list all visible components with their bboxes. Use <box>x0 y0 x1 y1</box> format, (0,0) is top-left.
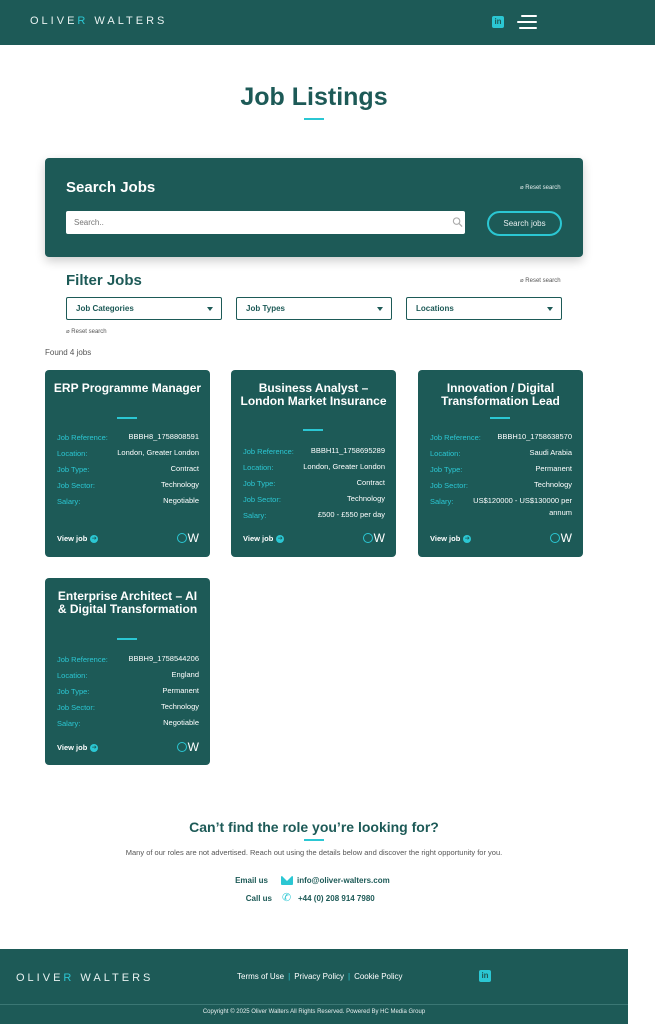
job-salary-label: Salary: <box>243 511 267 520</box>
job-sector-value: Technology <box>161 702 199 711</box>
footer-linkedin-icon[interactable]: in <box>479 970 491 982</box>
job-title: Enterprise Architect – AI & Digital Transformation <box>57 589 198 616</box>
search-jobs-button[interactable]: Search jobs <box>487 211 562 236</box>
copyright-text: Copyright © 2025 Oliver Walters All Rights Reserved. Powered By HC Media Group <box>202 1009 426 1015</box>
chevron-down-icon <box>547 307 553 311</box>
job-card[interactable] <box>45 370 210 557</box>
card-divider <box>490 417 510 419</box>
linkedin-icon[interactable]: in <box>492 16 504 28</box>
cta-title: Can’t find the role you’re looking for? <box>189 819 439 835</box>
site-footer <box>0 949 628 1024</box>
job-card[interactable] <box>231 370 396 557</box>
terms-link[interactable]: Terms of Use <box>237 972 285 981</box>
job-title: Business Analyst – London Market Insurance <box>240 381 387 408</box>
arrow-right-icon: ➜ <box>91 745 97 752</box>
ow-logo-icon: W <box>550 531 572 545</box>
logo-text-accent: R <box>77 15 89 27</box>
card-divider <box>303 429 323 431</box>
phone-link[interactable]: +44 (0) 208 914 7980 <box>298 894 375 903</box>
job-title: Innovation / Digital Transformation Lead <box>441 381 560 408</box>
filter-reset-link[interactable]: ⌀ Reset search <box>520 278 561 284</box>
arrow-right-icon: ➜ <box>277 536 283 543</box>
job-card[interactable] <box>45 578 210 765</box>
logo-text-part2: WALTERS <box>88 15 168 27</box>
filter-reset-label: Reset search <box>525 278 561 284</box>
card-divider <box>117 417 137 419</box>
job-sector-value: Technology <box>161 480 199 489</box>
job-location-label: Location: <box>57 449 88 458</box>
job-type-value: Permanent <box>162 686 199 695</box>
view-job-link[interactable] <box>57 743 98 752</box>
ow-logo-icon: W <box>177 531 199 545</box>
footer-links <box>237 972 403 981</box>
results-count: Found 4 jobs <box>45 348 92 357</box>
job-salary-label: Salary: <box>57 719 81 728</box>
job-types-select[interactable] <box>236 297 392 320</box>
job-sector-label: Job Sector: <box>57 703 95 712</box>
view-job-label: View job <box>57 534 88 543</box>
job-reference-value: BBBH10_1758638570 <box>497 432 572 441</box>
email-label: Email us <box>235 876 268 885</box>
search-reset-label: Reset search <box>525 185 561 191</box>
job-type-value: Contract <box>170 464 199 473</box>
search-icon[interactable] <box>452 216 463 228</box>
job-salary-value: £500 - £550 per day <box>317 510 385 519</box>
ow-logo-icon: W <box>363 531 385 545</box>
job-reference-label: Job Reference: <box>57 433 108 442</box>
job-type-label: Job Type: <box>57 687 90 696</box>
footer-logo-accent: R <box>63 972 75 984</box>
view-job-link[interactable] <box>57 534 98 543</box>
job-reference-value: BBBH11_1758695289 <box>310 446 385 455</box>
job-card[interactable] <box>418 370 583 557</box>
privacy-link[interactable]: Privacy Policy <box>294 972 344 981</box>
job-location-label: Location: <box>57 671 88 680</box>
cta-divider <box>304 839 324 841</box>
footer-divider <box>0 1004 628 1005</box>
job-sector-value: Technology <box>347 494 385 503</box>
job-sector-value: Technology <box>534 480 572 489</box>
site-header <box>0 0 655 45</box>
view-job-link[interactable] <box>243 534 284 543</box>
phone-icon: ✆ <box>282 892 292 904</box>
cookie-link[interactable]: Cookie Policy <box>354 972 403 981</box>
job-sector-label: Job Sector: <box>243 495 281 504</box>
view-job-label: View job <box>430 534 461 543</box>
job-salary-label: Salary: <box>430 497 454 506</box>
footer-separator: | <box>348 972 351 981</box>
job-salary-value: Negotiable <box>163 718 199 727</box>
job-type-label: Job Type: <box>430 465 463 474</box>
call-label: Call us <box>245 894 272 903</box>
page-title: Job Listings <box>240 83 388 111</box>
filter-title: Filter Jobs <box>66 272 142 289</box>
job-reference-value: BBBH8_1758808591 <box>128 432 199 441</box>
job-type-value: Permanent <box>535 464 572 473</box>
job-reference-label: Job Reference: <box>430 433 481 442</box>
job-reference-label: Job Reference: <box>57 655 108 664</box>
job-type-label: Job Type: <box>243 479 276 488</box>
view-job-label: View job <box>243 534 274 543</box>
arrow-right-icon: ➜ <box>91 536 97 543</box>
title-divider <box>304 118 324 120</box>
job-reference-label: Job Reference: <box>243 447 294 456</box>
chevron-down-icon <box>207 307 213 311</box>
ow-logo-icon: W <box>177 740 199 754</box>
job-types-label: Job Types <box>246 304 285 313</box>
footer-logo-part2: WALTERS <box>74 972 154 984</box>
chevron-down-icon <box>377 307 383 311</box>
job-reference-value: BBBH9_1758544206 <box>128 654 199 663</box>
card-divider <box>117 638 137 640</box>
job-sector-label: Job Sector: <box>57 481 95 490</box>
job-type-label: Job Type: <box>57 465 90 474</box>
search-reset-link[interactable]: ⌀ Reset search <box>520 185 561 191</box>
job-location-value: England <box>171 670 199 679</box>
job-location-value: London, Greater London <box>117 448 199 457</box>
job-location-label: Location: <box>430 449 461 458</box>
logo-text-part1: OLIVE <box>30 15 78 27</box>
job-location-value: London, Greater London <box>303 462 385 471</box>
search-input[interactable] <box>66 211 465 234</box>
job-categories-label: Job Categories <box>76 304 134 313</box>
job-salary-value: US$120000 - US$130000 per annum <box>473 496 572 517</box>
logo[interactable] <box>30 15 167 27</box>
footer-separator: | <box>288 972 291 981</box>
view-job-link[interactable] <box>430 534 471 543</box>
view-job-label: View job <box>57 743 88 752</box>
job-salary-label: Salary: <box>57 497 81 506</box>
job-salary-value: Negotiable <box>163 496 199 505</box>
filter-reset-link-bottom[interactable]: ⌀ Reset search <box>66 329 107 335</box>
cta-description: Many of our roles are not advertised. Reach out using the details below and discover the right opportunity for you. <box>125 848 503 857</box>
footer-logo-part1: OLIVE <box>16 972 64 984</box>
job-location-label: Location: <box>243 463 274 472</box>
job-sector-label: Job Sector: <box>430 481 468 490</box>
email-link[interactable]: info@oliver-walters.com <box>297 876 390 885</box>
job-categories-select[interactable] <box>66 297 222 320</box>
search-title: Search Jobs <box>66 179 156 196</box>
job-location-value: Saudi Arabia <box>529 448 572 457</box>
job-title: ERP Programme Manager <box>53 381 202 395</box>
mail-icon <box>281 876 293 885</box>
locations-select[interactable] <box>406 297 562 320</box>
filter-reset-label-bottom: Reset search <box>71 329 107 335</box>
hamburger-menu-icon[interactable] <box>517 15 537 29</box>
search-panel <box>45 158 583 257</box>
footer-logo[interactable] <box>16 972 153 984</box>
arrow-right-icon: ➜ <box>464 536 470 543</box>
job-type-value: Contract <box>356 478 385 487</box>
locations-label: Locations <box>416 304 454 313</box>
